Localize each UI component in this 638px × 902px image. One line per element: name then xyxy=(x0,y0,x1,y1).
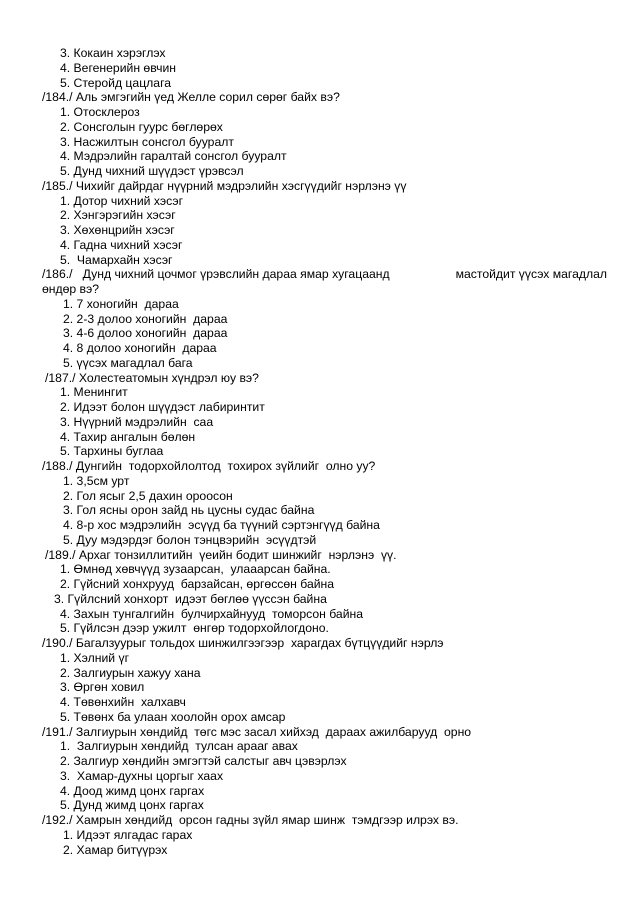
answer-option: 3. Кокаин хэрэглэх xyxy=(60,46,166,60)
answer-option: 4. Тахир ангалын бөлөн xyxy=(60,429,196,444)
answer-option: 2. Гол ясыг 2,5 дахин ороосон xyxy=(63,488,233,503)
answer-option: 2. Хамар битүүрэх xyxy=(63,842,168,857)
answer-option: 1. Идээт ялгадас гарах xyxy=(63,827,193,842)
answer-option: 5. Дунд чихний шүүдэст үрэвсэл xyxy=(60,164,244,178)
answer-option: 3. 4-6 долоо хоногийн дараа xyxy=(63,326,228,341)
question-line: /192./ Хамрын хөндийд орсон гадны зүйл ямар шинж тэмдгээр илрэх вэ. xyxy=(42,813,459,827)
question-text-left: /186./ Дунд чихний цочмог үрэвслийн дараа ямар хугацаанд xyxy=(42,267,390,282)
answer-option: 1. Отосклероз xyxy=(60,105,140,119)
answer-option: 4. Доод жимд цонх гаргах xyxy=(60,783,205,798)
answer-option: 4. 8 долоо хоногийн дараа xyxy=(63,341,217,355)
answer-option: 5. үүсэх магадлал бага xyxy=(63,355,193,370)
answer-option: 1. Хэлний үг xyxy=(60,650,130,665)
answer-option: 3. Хөхөнцрийн хэсэг xyxy=(60,223,175,237)
answer-option: 4. Вегенерийн өвчин xyxy=(60,60,177,75)
question-text-right: мастойдит үүсэх магадлал xyxy=(455,267,607,282)
answer-option: 5. Төвөнх ба улаан хоолойн орох амсар xyxy=(60,709,286,724)
question-line: /187./ Холестеатомын хүндрэл юу вэ? xyxy=(45,370,259,385)
answer-option: 2. 2-3 долоо хоногийн дараа xyxy=(63,311,228,326)
question-line: /188./ Дунгийн тодорхойлолтод тохирох зүйлийг олно уу? xyxy=(42,459,376,473)
answer-option: 1. Залгиурын хөндийд тулсан арааг авах xyxy=(60,739,298,754)
answer-option: 4. Мэдрэлийн гаралтай сонсгол бууралт xyxy=(60,149,287,164)
question-line: /185./ Чихийг дайрдаг нүүрний мэдрэлийн хэсгүүдийг нэрлэнэ үү xyxy=(42,178,407,193)
answer-option: 1. Дотор чихний хэсэг xyxy=(60,193,184,208)
answer-option: 1. Өмнөд хөвчүүд зузаарсан, улааарсан байна. xyxy=(60,562,331,577)
question-line: /190./ Багалзуурыг тольдох шинжилгээгээр харагдах бүтцүүдийг нэрлэ xyxy=(42,636,444,650)
answer-option: 3. Гүйлсний хонхорт идээт бөглөө үүссэн байна xyxy=(54,591,327,606)
question-line: /184./ Аль эмгэгийн үед Желле сорил сөрөг байх вэ? xyxy=(42,90,340,105)
answer-option: 5. Чамархайн хэсэг xyxy=(60,252,173,267)
answer-option: 3. Гол ясны орон зайд нь цусны судас байна xyxy=(63,503,315,518)
answer-option: 2. Залгиурын хажуу хана xyxy=(60,665,201,680)
answer-option: 5. Дунд жимд цонх гаргах xyxy=(60,798,204,813)
answer-option: 1. Менингит xyxy=(60,385,128,400)
answer-option: 3. Нүүрний мэдрэлийн саа xyxy=(60,414,214,429)
answer-option: 4. Захын тунгалгийн булчирхайнууд томорсон байна xyxy=(60,606,364,621)
answer-option: 3. Хамар-духны цоргыг хаах xyxy=(60,768,224,783)
answer-option: 2. Сонсголын гуурс бөглөрөх xyxy=(60,119,223,134)
document-page xyxy=(42,46,610,857)
answer-option: 1. 3,5см урт xyxy=(63,473,130,488)
answer-option: 4. Төвөнхийн халхавч xyxy=(60,695,186,709)
answer-option: 2. Хэнгэрэгийн хэсэг xyxy=(60,208,176,223)
answer-option: 5. Гүйлсэн дээр ужилт өнгөр тодорхойлогдоно. xyxy=(60,621,329,636)
answer-option: 3. Насжилтын сонсгол бууралт xyxy=(60,134,234,149)
question-line: /189./ Архаг тонзиллитийн үеийн бодит шинжийг нэрлэнэ үү. xyxy=(45,547,397,562)
answer-option: 4. 8-р хос мэдрэлийн эсүүд ба түүний сэртэнгүүд байна xyxy=(63,518,380,532)
answer-option: 5. Тархины буглаа xyxy=(60,444,164,459)
answer-option: 5. Стеройд цацлага xyxy=(60,75,172,90)
answer-option: 2. Залгиур хөндийн эмгэгтэй салстыг авч цэвэрлэх xyxy=(60,754,347,768)
answer-option: 1. 7 хоногийн дараа xyxy=(63,296,179,311)
answer-option: 2. Идээт болон шүүдэст лабиринтит xyxy=(60,400,265,414)
question-line: /191./ Залгиурын хөндийд төгс мэс засал хийхэд дараах ажилбарууд орно xyxy=(42,724,472,739)
answer-option: 2. Гүйсний хонхрууд барзайсан, өргөссөн байна xyxy=(60,577,335,591)
question-line xyxy=(42,267,607,282)
question-line: өндөр вэ? xyxy=(42,282,100,296)
answer-option: 3. Өргөн ховил xyxy=(60,680,145,695)
answer-option: 5. Дуу мэдэрдэг болон тэнцвэрийн эсүүдтэй xyxy=(63,532,317,547)
answer-option: 4. Гадна чихний хэсэг xyxy=(60,237,183,252)
